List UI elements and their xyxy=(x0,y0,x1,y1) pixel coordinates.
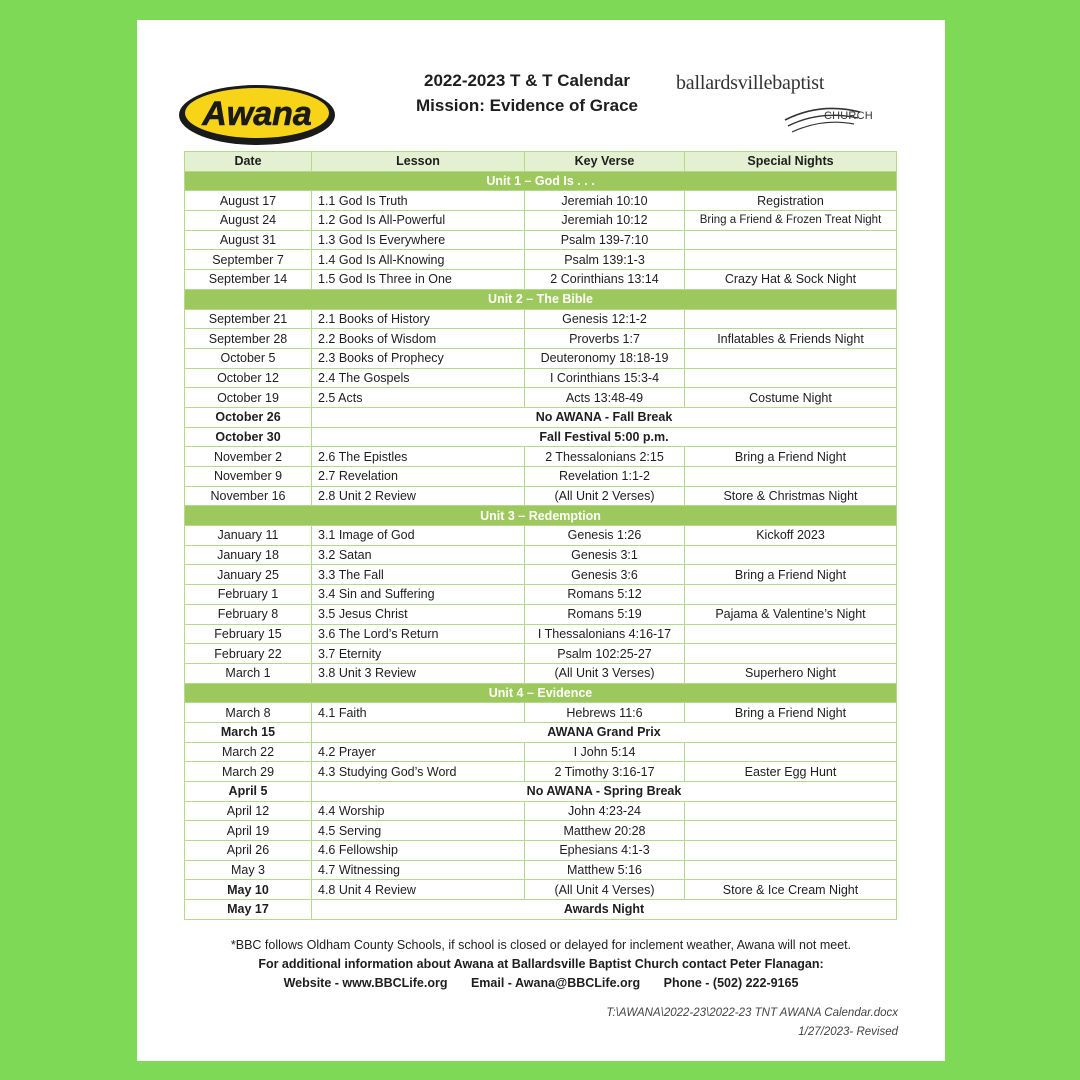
special-night-cell: Pajama & Valentine’s Night xyxy=(685,604,897,624)
key-verse-cell: Psalm 139-7:10 xyxy=(525,230,685,250)
date-cell: February 22 xyxy=(185,644,312,664)
unit-title: Unit 3 – Redemption xyxy=(185,506,897,526)
date-cell: September 21 xyxy=(185,309,312,329)
date-cell: April 5 xyxy=(185,782,312,802)
lesson-cell: 4.1 Faith xyxy=(312,703,525,723)
file-path: T:\AWANA\2022-23\2022-23 TNT AWANA Calendar.docx xyxy=(606,1007,898,1019)
table-row xyxy=(185,663,897,683)
table-row xyxy=(185,250,897,270)
special-night-cell xyxy=(685,368,897,388)
key-verse-cell: Jeremiah 10:10 xyxy=(525,191,685,211)
key-verse-cell: Acts 13:48-49 xyxy=(525,388,685,408)
date-cell: September 7 xyxy=(185,250,312,270)
key-verse-cell: 2 Timothy 3:16-17 xyxy=(525,762,685,782)
title-line-1: 2022-2023 T & T Calendar xyxy=(424,71,630,90)
special-event-row xyxy=(185,722,897,742)
lesson-cell: 1.3 God Is Everywhere xyxy=(312,230,525,250)
unit-header-row xyxy=(185,683,897,703)
church-logo xyxy=(672,72,902,142)
table-row xyxy=(185,486,897,506)
page-title xyxy=(377,68,677,118)
date-cell: April 19 xyxy=(185,821,312,841)
lesson-cell: 4.5 Serving xyxy=(312,821,525,841)
date-cell: March 15 xyxy=(185,722,312,742)
lesson-cell: 3.1 Image of God xyxy=(312,526,525,546)
key-verse-cell: Jeremiah 10:12 xyxy=(525,211,685,231)
special-night-cell: Kickoff 2023 xyxy=(685,526,897,546)
key-verse-cell: (All Unit 2 Verses) xyxy=(525,486,685,506)
special-event-row xyxy=(185,427,897,447)
table-row xyxy=(185,821,897,841)
table-row xyxy=(185,644,897,664)
table-row xyxy=(185,230,897,250)
key-verse-cell: Psalm 139:1-3 xyxy=(525,250,685,270)
table-row xyxy=(185,565,897,585)
unit-header-row xyxy=(185,171,897,191)
lesson-cell: 2.2 Books of Wisdom xyxy=(312,329,525,349)
special-night-cell: Bring a Friend Night xyxy=(685,703,897,723)
key-verse-cell: Revelation 1:1-2 xyxy=(525,467,685,487)
table-row xyxy=(185,762,897,782)
special-night-cell xyxy=(685,250,897,270)
table-row xyxy=(185,585,897,605)
key-verse-cell: 2 Thessalonians 2:15 xyxy=(525,447,685,467)
key-verse-cell: (All Unit 3 Verses) xyxy=(525,663,685,683)
special-night-cell: Superhero Night xyxy=(685,663,897,683)
lesson-cell: 3.5 Jesus Christ xyxy=(312,604,525,624)
lesson-cell: 4.3 Studying God’s Word xyxy=(312,762,525,782)
date-cell: February 8 xyxy=(185,604,312,624)
date-cell: November 2 xyxy=(185,447,312,467)
table-row xyxy=(185,742,897,762)
special-night-cell: Inflatables & Friends Night xyxy=(685,329,897,349)
revised-date: 1/27/2023- Revised xyxy=(798,1026,898,1038)
key-verse-cell: Genesis 12:1-2 xyxy=(525,309,685,329)
key-verse-cell: Matthew 20:28 xyxy=(525,821,685,841)
event-cell: Awards Night xyxy=(312,900,897,920)
table-row xyxy=(185,211,897,231)
table-row xyxy=(185,703,897,723)
special-night-cell: Bring a Friend & Frozen Treat Night xyxy=(685,211,897,231)
key-verse-cell: Deuteronomy 18:18-19 xyxy=(525,348,685,368)
table-row xyxy=(185,329,897,349)
key-verse-cell: Matthew 5:16 xyxy=(525,860,685,880)
key-verse-cell: Genesis 3:1 xyxy=(525,545,685,565)
special-night-cell xyxy=(685,860,897,880)
table-row xyxy=(185,604,897,624)
date-cell: October 5 xyxy=(185,348,312,368)
lesson-cell: 2.1 Books of History xyxy=(312,309,525,329)
church-name: ballardsvillebaptist xyxy=(676,72,825,94)
lesson-cell: 4.2 Prayer xyxy=(312,742,525,762)
special-night-cell: Bring a Friend Night xyxy=(685,447,897,467)
event-cell: Fall Festival 5:00 p.m. xyxy=(312,427,897,447)
table-row xyxy=(185,191,897,211)
lesson-cell: 2.8 Unit 2 Review xyxy=(312,486,525,506)
date-cell: January 18 xyxy=(185,545,312,565)
special-event-row xyxy=(185,407,897,427)
special-night-cell xyxy=(685,348,897,368)
date-cell: April 12 xyxy=(185,801,312,821)
table-row xyxy=(185,348,897,368)
weather-note: *BBC follows Oldham County Schools, if school is closed or delayed for inclement weather, Awana will not meet. xyxy=(230,938,852,952)
key-verse-cell: (All Unit 4 Verses) xyxy=(525,880,685,900)
svg-text:Awana: Awana xyxy=(202,95,312,133)
date-cell: October 19 xyxy=(185,388,312,408)
col-header-lesson: Lesson xyxy=(312,152,525,172)
event-cell: No AWANA - Spring Break xyxy=(312,782,897,802)
date-cell: January 25 xyxy=(185,565,312,585)
key-verse-cell: Hebrews 11:6 xyxy=(525,703,685,723)
lesson-cell: 1.1 God Is Truth xyxy=(312,191,525,211)
lesson-cell: 4.4 Worship xyxy=(312,801,525,821)
col-header-key-verse: Key Verse xyxy=(525,152,685,172)
table-row xyxy=(185,447,897,467)
key-verse-cell: Ephesians 4:1-3 xyxy=(525,841,685,861)
special-night-cell xyxy=(685,821,897,841)
event-cell: No AWANA - Fall Break xyxy=(312,407,897,427)
lesson-cell: 3.3 The Fall xyxy=(312,565,525,585)
table-row xyxy=(185,860,897,880)
lesson-cell: 3.6 The Lord’s Return xyxy=(312,624,525,644)
key-verse-cell: I John 5:14 xyxy=(525,742,685,762)
contact-details xyxy=(137,976,945,990)
website-link[interactable]: Website - www.BBCLife.org xyxy=(283,976,448,990)
key-verse-cell: Romans 5:12 xyxy=(525,585,685,605)
date-cell: November 16 xyxy=(185,486,312,506)
date-cell: February 15 xyxy=(185,624,312,644)
special-event-row xyxy=(185,782,897,802)
church-sub: CHURCH xyxy=(824,110,873,122)
date-cell: April 26 xyxy=(185,841,312,861)
table-header-row xyxy=(185,152,897,172)
key-verse-cell: John 4:23-24 xyxy=(525,801,685,821)
special-night-cell: Store & Christmas Night xyxy=(685,486,897,506)
special-night-cell xyxy=(685,585,897,605)
special-night-cell: Crazy Hat & Sock Night xyxy=(685,270,897,290)
lesson-cell: 2.5 Acts xyxy=(312,388,525,408)
unit-header-row xyxy=(185,289,897,309)
lesson-cell: 4.6 Fellowship xyxy=(312,841,525,861)
title-line-2: Mission: Evidence of Grace xyxy=(415,96,638,115)
contact-info: For additional information about Awana at Ballardsville Baptist Church contact Peter Flanagan: xyxy=(258,957,824,971)
date-cell: March 1 xyxy=(185,663,312,683)
table-row xyxy=(185,309,897,329)
date-cell: May 3 xyxy=(185,860,312,880)
special-night-cell: Costume Night xyxy=(685,388,897,408)
key-verse-cell: Genesis 1:26 xyxy=(525,526,685,546)
special-night-cell xyxy=(685,230,897,250)
date-cell: August 31 xyxy=(185,230,312,250)
calendar-body xyxy=(185,171,897,919)
calendar-table xyxy=(184,151,897,920)
date-cell: October 26 xyxy=(185,407,312,427)
key-verse-cell: Romans 5:19 xyxy=(525,604,685,624)
date-cell: February 1 xyxy=(185,585,312,605)
special-night-cell xyxy=(685,309,897,329)
special-night-cell xyxy=(685,644,897,664)
lesson-cell: 1.2 God Is All-Powerful xyxy=(312,211,525,231)
lesson-cell: 2.3 Books of Prophecy xyxy=(312,348,525,368)
special-night-cell: Easter Egg Hunt xyxy=(685,762,897,782)
date-cell: October 30 xyxy=(185,427,312,447)
unit-title: Unit 2 – The Bible xyxy=(185,289,897,309)
date-cell: March 22 xyxy=(185,742,312,762)
lesson-cell: 3.8 Unit 3 Review xyxy=(312,663,525,683)
date-cell: August 17 xyxy=(185,191,312,211)
table-row xyxy=(185,545,897,565)
lesson-cell: 1.5 God Is Three in One xyxy=(312,270,525,290)
date-cell: March 29 xyxy=(185,762,312,782)
date-cell: March 8 xyxy=(185,703,312,723)
table-row xyxy=(185,270,897,290)
col-header-special-nights: Special Nights xyxy=(685,152,897,172)
key-verse-cell: I Thessalonians 4:16-17 xyxy=(525,624,685,644)
date-cell: October 12 xyxy=(185,368,312,388)
key-verse-cell: 2 Corinthians 13:14 xyxy=(525,270,685,290)
calendar-page xyxy=(137,20,945,1061)
lesson-cell: 3.7 Eternity xyxy=(312,644,525,664)
unit-header-row xyxy=(185,506,897,526)
key-verse-cell: Psalm 102:25-27 xyxy=(525,644,685,664)
table-row xyxy=(185,388,897,408)
lesson-cell: 1.4 God Is All-Knowing xyxy=(312,250,525,270)
col-header-date: Date xyxy=(185,152,312,172)
table-row xyxy=(185,841,897,861)
special-night-cell xyxy=(685,801,897,821)
date-cell: May 10 xyxy=(185,880,312,900)
table-row xyxy=(185,526,897,546)
table-row xyxy=(185,801,897,821)
key-verse-cell: Genesis 3:6 xyxy=(525,565,685,585)
special-night-cell: Registration xyxy=(685,191,897,211)
lesson-cell: 2.4 The Gospels xyxy=(312,368,525,388)
email-link[interactable]: Email - Awana@BBCLife.org xyxy=(470,976,641,990)
table-row xyxy=(185,368,897,388)
date-cell: August 24 xyxy=(185,211,312,231)
table-row xyxy=(185,880,897,900)
date-cell: September 14 xyxy=(185,270,312,290)
special-night-cell xyxy=(685,624,897,644)
lesson-cell: 3.4 Sin and Suffering xyxy=(312,585,525,605)
special-night-cell: Store & Ice Cream Night xyxy=(685,880,897,900)
lesson-cell: 3.2 Satan xyxy=(312,545,525,565)
lesson-cell: 4.8 Unit 4 Review xyxy=(312,880,525,900)
table-row xyxy=(185,467,897,487)
date-cell: November 9 xyxy=(185,467,312,487)
lesson-cell: 2.6 The Epistles xyxy=(312,447,525,467)
special-night-cell xyxy=(685,841,897,861)
lesson-cell: 2.7 Revelation xyxy=(312,467,525,487)
phone-number: Phone - (502) 222-9165 xyxy=(663,976,799,990)
date-cell: May 17 xyxy=(185,900,312,920)
special-night-cell: Bring a Friend Night xyxy=(685,565,897,585)
key-verse-cell: I Corinthians 15:3-4 xyxy=(525,368,685,388)
special-event-row xyxy=(185,900,897,920)
key-verse-cell: Proverbs 1:7 xyxy=(525,329,685,349)
special-night-cell xyxy=(685,545,897,565)
lesson-cell: 4.7 Witnessing xyxy=(312,860,525,880)
table-row xyxy=(185,624,897,644)
special-night-cell xyxy=(685,467,897,487)
awana-logo xyxy=(177,75,337,153)
unit-title: Unit 1 – God Is . . . xyxy=(185,171,897,191)
date-cell: September 28 xyxy=(185,329,312,349)
date-cell: January 11 xyxy=(185,526,312,546)
special-night-cell xyxy=(685,742,897,762)
event-cell: AWANA Grand Prix xyxy=(312,722,897,742)
unit-title: Unit 4 – Evidence xyxy=(185,683,897,703)
